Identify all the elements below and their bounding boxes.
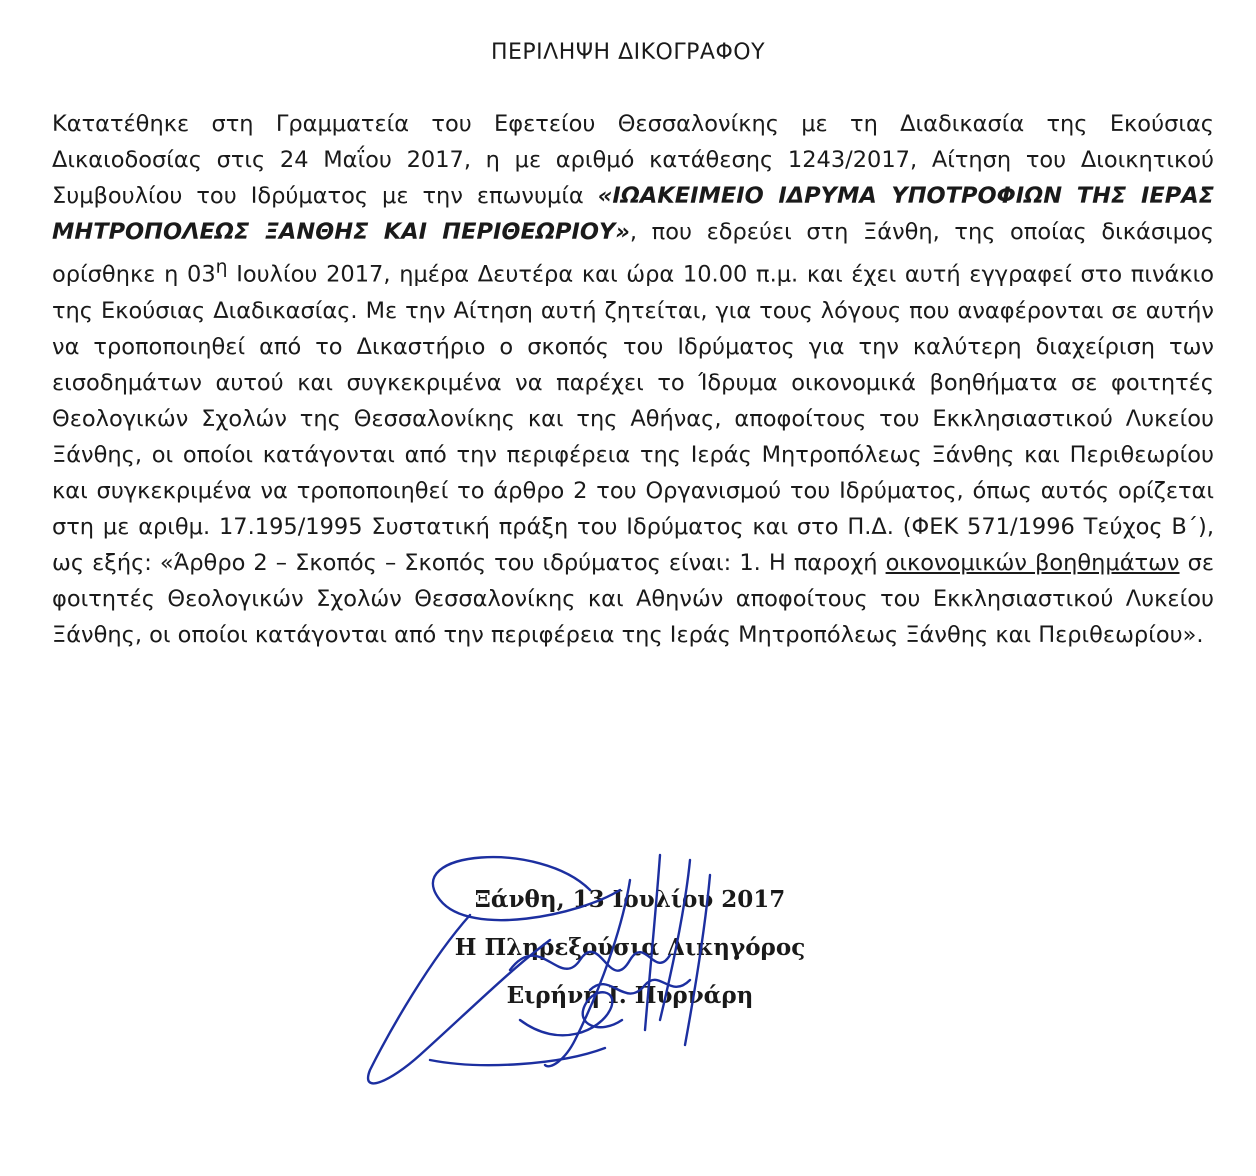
document-body xyxy=(52,106,1214,653)
body-part-2: , που εδρεύει στη Ξάνθη, της οποίας δικάσιμος ορίσθηκε η 03 xyxy=(52,219,1214,288)
underlined-phrase: οικονομικών βοηθημάτων xyxy=(885,549,1180,576)
foundation-name: «ΙΩΑΚΕΙΜΕΙΟ ΙΔΡΥΜΑ ΥΠΟΤΡΟΦΙΩΝ ΤΗΣ ΙΕΡΑΣ ΜΗΤΡΟΠΟΛΕΩΣ ΞΑΝΘΗΣ ΚΑΙ ΠΕΡΙΘΕΩΡΙΟΥ» xyxy=(52,183,1214,245)
signatory-name: Ειρήνη Ι. Πυρνάρη xyxy=(506,982,754,1009)
handwritten-signature xyxy=(360,820,780,1120)
date-superscript: η xyxy=(215,257,228,278)
document-title: ΠΕΡΙΛΗΨΗ ΔΙΚΟΓΡΑΦΟΥ xyxy=(490,40,766,65)
body-part-1: Κατατέθηκε στη Γραμματεία του Εφετείου Θεσσαλονίκης με τη Διαδικασία της Εκούσιας Δικαιοδοσίας στις 24 Μαΐου 2017, η με αριθμό κατάθεσης 1243/2017, Αίτηση του Διοικητικού Συμβουλίου του Ιδρύματος με την επωνυμία xyxy=(52,111,1214,209)
body-part-4: σε φοιτητές Θεολογικών Σχολών Θεσσαλονίκης και Αθηνών αποφοίτους του Εκκλησιαστικού Λυκείου Ξάνθης, οι οποίοι κατάγονται από την περιφέρεια της Ιεράς Μητροπόλεως Ξάνθης και Περιθεωρίου». xyxy=(52,549,1214,648)
body-part-3: Ιουλίου 2017, ημέρα Δευτέρα και ώρα 10.00 π.μ. και έχει αυτή εγγραφεί στο πινάκιο της Εκούσιας Διαδικασίας. Με την Αίτηση αυτή ζητείται, για τους λόγους που αναφέρονται σε αυτήν να τροποποιηθεί από το Δικαστήριο ο σκοπός του Ιδρύματος για την καλύτερη διαχείριση των εισοδημάτων αυτού και συγκεκριμένα να παρέχει το Ίδρυμα οικονομικά βοηθήματα σε φοιτητές Θεολογικών Σχολών της Θεσσαλονίκης και της Αθήνας, αποφοίτους του Εκκλησιαστικού Λυκείου Ξάνθης, οι οποίοι κατάγονται από την περιφέρεια της Ιεράς Μητροπόλεως Ξάνθης και Περιθεωρίου και συγκεκριμένα να τροποποιηθεί το άρθρο 2 του Οργανισμού του Ιδρύματος, όπως αυτός ορίζεται στη με αριθμ. 17.195/1995 Συστατική πράξη του Ιδρύματος και στο Π.Δ. (ΦΕΚ 571/1996 Τεύχος Β΄), ως εξής: «Άρθρο 2 – Σκοπός – Σκοπός του ιδρύματος είναι: 1. Η παροχή xyxy=(52,261,1214,576)
place-date: Ξάνθη, 13 Ιουλίου 2017 xyxy=(474,886,786,913)
signatory-role: Η Πληρεξούσια Δικηγόρος xyxy=(454,934,806,961)
